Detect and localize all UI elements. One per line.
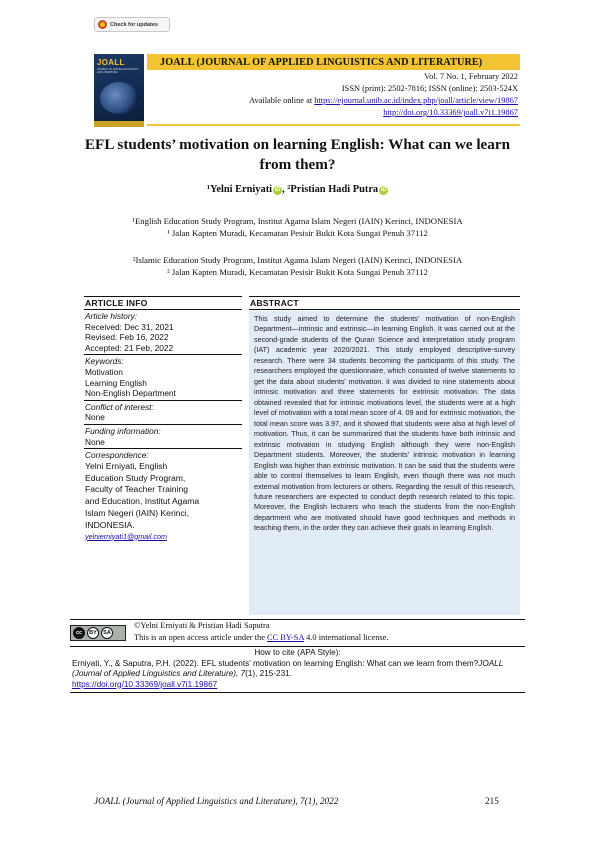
share-alike-icon: SA xyxy=(101,627,113,639)
doi-line xyxy=(383,108,518,117)
keyword-item: Non-English Department xyxy=(85,388,176,399)
journal-cover-image xyxy=(94,54,144,127)
copyright-line: ©Yelni Erniyati & Pristian Hadi Saputra xyxy=(134,621,270,630)
orcid-icon[interactable]: iD xyxy=(274,187,281,193)
funding-value: None xyxy=(85,436,105,447)
abstract-body xyxy=(249,311,520,615)
correspondence-line: INDONESIA. xyxy=(85,519,135,530)
cover-globe-art xyxy=(100,82,138,114)
citation-reference: Erniyati, Y., & Saputra, P.H. (2022). EFL students’ motivation on learning English: What can we learn from them? xyxy=(72,658,479,668)
citation-journal: JOALL (Journal of Applied Linguistics and Literature), 7 xyxy=(72,658,504,678)
author-list xyxy=(120,184,475,195)
conflict-label: Conflict of interest: xyxy=(85,401,154,412)
header-rule xyxy=(147,124,520,126)
affiliation-2 xyxy=(70,254,525,278)
funding-label: Funding information: xyxy=(85,425,161,436)
cover-subtitle: JOURNAL OF APPLIED LINGUISTICS AND LITERATURE xyxy=(97,68,139,74)
license-suffix: 4.0 international license. xyxy=(304,633,389,642)
citation-doi-link[interactable]: https://doi.org/10.33369/joall.v7i1.19867 xyxy=(72,679,218,689)
correspondence-line: and Education, Institut Agama xyxy=(85,496,200,507)
article-info-heading: ARTICLE INFO xyxy=(84,296,242,310)
affiliation-1-address: ¹ Jalan Kapten Muradi, Kecamatan Pesisir Bukit Kota Sungai Penuh 37112 xyxy=(167,228,428,238)
keywords-label: Keywords: xyxy=(85,356,124,367)
license-block xyxy=(70,619,525,645)
author-1: ¹Yelni Erniyati xyxy=(206,184,273,195)
cover-band xyxy=(94,121,144,127)
correspondence-label: Correspondence: xyxy=(85,450,149,461)
available-online-line xyxy=(249,96,518,105)
article-info-column xyxy=(84,296,242,543)
conflict-block xyxy=(84,401,242,425)
conflict-value: None xyxy=(85,412,105,423)
cover-title: JOALL xyxy=(97,58,125,67)
correspondence-line: Faculty of Teacher Training xyxy=(85,484,189,495)
page-number: 215 xyxy=(485,796,499,806)
paper-title: EFL students’ motivation on learning English: What can we learn from them? xyxy=(84,136,511,173)
history-label: Article history: xyxy=(85,311,138,321)
available-online-prefix: Available online at xyxy=(249,96,315,105)
funding-block xyxy=(84,425,242,449)
license-line xyxy=(134,633,388,642)
affiliation-1-institution: ¹English Education Study Program, Institut Agama Islam Negeri (IAIN) Kerinci, INDONESIA xyxy=(132,216,463,226)
journal-volume: Vol. 7 No. 1, February 2022 xyxy=(424,72,518,81)
affiliation-2-address: ² Jalan Kapten Muradi, Kecamatan Pesisir Bukit Kota Sungai Penuh 37112 xyxy=(167,267,428,277)
correspondence-block xyxy=(84,449,242,543)
abstract-column xyxy=(249,296,520,615)
keywords-block xyxy=(84,355,242,400)
author-2: ²Pristian Hadi Putra xyxy=(287,184,379,195)
correspondence-email-link[interactable]: yelnierniyati1@gmail.com xyxy=(85,531,167,541)
abstract-text: This study aimed to determine the students' motivation of non-English Department—intrinsic and extrinsic—in learning English. It was carried out at the second-grade students of the Quran Science and interpretation study program (IAT) academic year 2020/2021. This study employed descriptive-survey research. There were 34 students becoming the participants of this study. The researchers employed the questionnaire, which consisted of twelve statements to get the data about students' motivation. it was divided to nine statements about intrinsic motivation and three statements for extrinsic motivation. The data obtained revealed that for intrinsic motivations level, the students were at a high level of motivation with a total mean score of 4. 09 and for extrinsic motivation, the total mean score was 3.97, and it showed that students were also at high level of motivation. Thus, it can be summarized that the students have both intrinsic and extrinsic motivation in studying English although they were non-English Department students. Moreover, the students' intrinsic motivation in learning English was higher than extrinsic motivation. It can be said that the students were able to control themselves to learn English, even though there was not much external motivation from lecturers or others. Regarding the result of this research, future researchers are expected to conduct depth research related to this topic. Moreover, the English lecturers who teach the students from the non-English department who are motivated should have good techniques and methods in teaching them, in the order they can achieve their goals in learning English. xyxy=(254,314,515,533)
correspondence-line: Yelni Erniyati, English xyxy=(85,460,168,471)
affiliation-1 xyxy=(70,215,525,239)
crossmark-icon xyxy=(98,20,107,29)
correspondence-line: Education Study Program, xyxy=(85,472,186,483)
received-date: Received: Dec 31, 2021 xyxy=(85,321,174,332)
license-prefix: This is an open access article under the xyxy=(134,633,268,642)
creative-commons-icon: cc xyxy=(73,627,85,639)
accepted-date: Accepted: 21 Feb, 2022 xyxy=(85,342,174,353)
cc-by-sa-link[interactable]: CC BY-SA xyxy=(267,633,305,642)
journal-info-box xyxy=(147,54,520,127)
journal-header xyxy=(94,54,520,127)
revised-date: Revised: Feb 16, 2022 xyxy=(85,332,169,343)
check-for-updates-label: Check for updates xyxy=(110,21,158,28)
attribution-icon: BY xyxy=(87,627,99,639)
affiliation-2-institution: ²Islamic Education Study Program, Institut Agama Islam Negeri (IAIN) Kerinci, INDONESIA xyxy=(132,255,463,265)
article-history-block xyxy=(84,310,242,355)
journal-title: JOALL (JOURNAL OF APPLIED LINGUISTICS AND LITERATURE) xyxy=(160,56,483,68)
citation-text xyxy=(70,659,525,691)
correspondence-line: Islam Negeri (IAIN) Kerinci, xyxy=(85,507,190,518)
citation-issue-pages: (1), 215-231. xyxy=(245,669,292,678)
journal-issn: ISSN (print): 2502-7816; ISSN (online): 2503-524X xyxy=(341,84,518,93)
article-url-link[interactable]: https://ejournal.unib.ac.id/index.php/joall/article/view/19867 xyxy=(314,96,518,105)
running-footer: JOALL (Journal of Applied Linguistics and Literature), 7(1), 2022 xyxy=(94,796,339,806)
cc-by-sa-badge[interactable] xyxy=(70,625,126,641)
citation-heading: How to cite (APA Style): xyxy=(254,648,341,657)
citation-block xyxy=(70,646,525,693)
keyword-item: Learning English xyxy=(85,377,147,388)
author-separator: , xyxy=(282,184,288,195)
check-for-updates-badge[interactable] xyxy=(94,17,170,32)
abstract-heading: ABSTRACT xyxy=(249,296,520,310)
keyword-item: Motivation xyxy=(85,366,123,377)
doi-link[interactable]: http://doi.org/10.33369/joall.v7i1.19867 xyxy=(383,108,518,117)
orcid-icon[interactable]: iD xyxy=(380,187,387,193)
